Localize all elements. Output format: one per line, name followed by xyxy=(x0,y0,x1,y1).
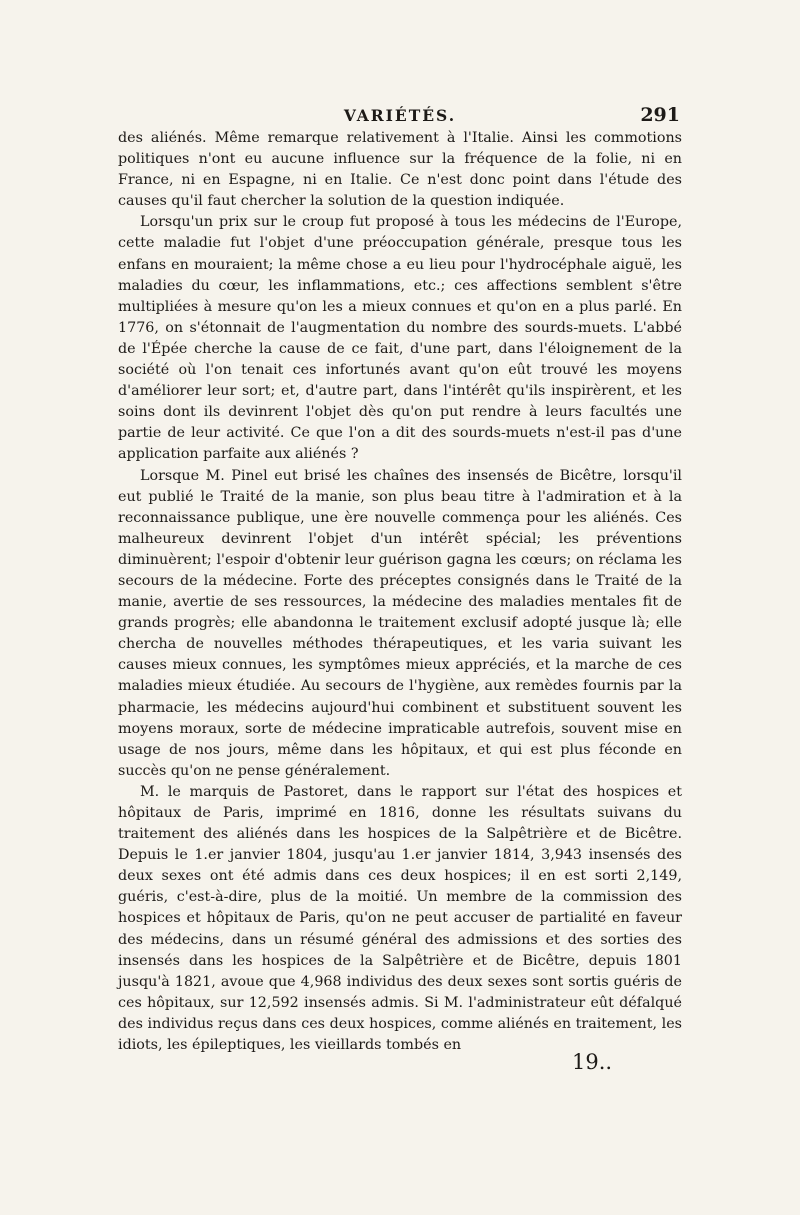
signature-mark: 19.. xyxy=(572,1050,613,1074)
running-title: VARIÉTÉS. xyxy=(343,106,457,125)
running-head xyxy=(118,104,682,128)
paragraph-pastoret: M. le marquis de Pastoret, dans le rapport sur l'état des hospices et hôpitaux de Paris, imprimé en 1816, donne les résultats suivans du traitement des aliénés dans les hospices de la Salpêtrière et de Bicêtre. Depuis le 1.er janvier 1804, jusqu'au 1.er janvier 1814, 3,943 insensés des deux sexes ont été admis dans ces deux hospices; il en est sorti 2,149, guéris, c'est-à-dire, plus de la moitié. Un membre de la commission des hospices et hôpitaux de Paris, qu'on ne peut accuser de partialité en faveur des médecins, dans un résumé général des admissions et des sorties des insensés dans les hospices de la Salpêtrière et de Bicêtre, depuis 1801 jusqu'à 1821, avoue que 4,968 individus des deux sexes sont sortis guéris de ces hôpitaux, sur 12,592 insensés admis. Si M. l'administrateur eût défalqué des individus reçus dans ces deux hospices, comme aliénés en traitement, les idiots, les épileptiques, les vieillards tombés en xyxy=(118,783,682,1054)
paragraph-continued: des aliénés. Même remarque relativement à l'Italie. Ainsi les commotions politiques n'ont eu aucune influence sur la fréquence de la folie, ni en France, ni en Espagne, ni en Italie. Ce n'est donc point dans l'étude des causes qu'il faut chercher la solution de la question indiquée. xyxy=(118,130,682,210)
paragraph-pinel: Lorsque M. Pinel eut brisé les chaînes des insensés de Bicêtre, lorsqu'il eut publié le Traité de la manie, son plus beau titre à l'admiration et à la reconnaissance publique, une ère nouvelle commença pour les aliénés. Ces malheureux devinrent l'objet d'un intérêt spécial; les préventions diminuèrent; l'espoir d'obtenir leur guérison gagna les cœurs; on réclama les secours de la médecine. Forte des préceptes consignés dans le Traité de la manie, avertie de ses ressources, la médecine des maladies mentales fit de grands progrès; elle abandonna le traitement exclusif adopté jusque là; elle chercha de nouvelles méthodes thérapeutiques, et les varia suivant les causes mieux connues, les symptômes mieux appréciés, et la marche de ces maladies mieux étudiée. Au secours de l'hygiène, aux remèdes fournis par la pharmacie, les médecins aujourd'hui combinent et substituent souvent les moyens moraux, sorte de médecine impraticable autrefois, souvent mise en usage de nos jours, même dans les hôpitaux, et qui est plus féconde en succès qu'on ne pense généralement. xyxy=(118,467,682,779)
page-number: 291 xyxy=(640,104,680,126)
paragraph-croup: Lorsqu'un prix sur le croup fut proposé à tous les médecins de l'Europe, cette maladie fut l'objet d'une préoccupation générale, presque tous les enfans en mouraient; la même chose a eu lieu pour l'hydrocéphale aiguë, les maladies du cœur, les inflammations, etc.; ces affections semblent s'être multipliées à mesure qu'on les a mieux connues et qu'on en a plus parlé. En 1776, on s'étonnait de l'augmentation du nombre des sourds-muets. L'abbé de l'Épée cherche la cause de ce fait, d'une part, dans l'éloignement de la société où l'on tenait ces infortunés avant qu'on eût trouvé les moyens d'améliorer leur sort; et, d'autre part, dans l'intérêt qu'ils inspirèrent, et les soins dont ils devinrent l'objet dès qu'on put rendre à leurs facultés une partie de leur activité. Ce que l'on a dit des sourds-muets n'est-il pas d'une application parfaite aux aliénés ? xyxy=(118,214,682,463)
body-text xyxy=(118,128,682,1056)
